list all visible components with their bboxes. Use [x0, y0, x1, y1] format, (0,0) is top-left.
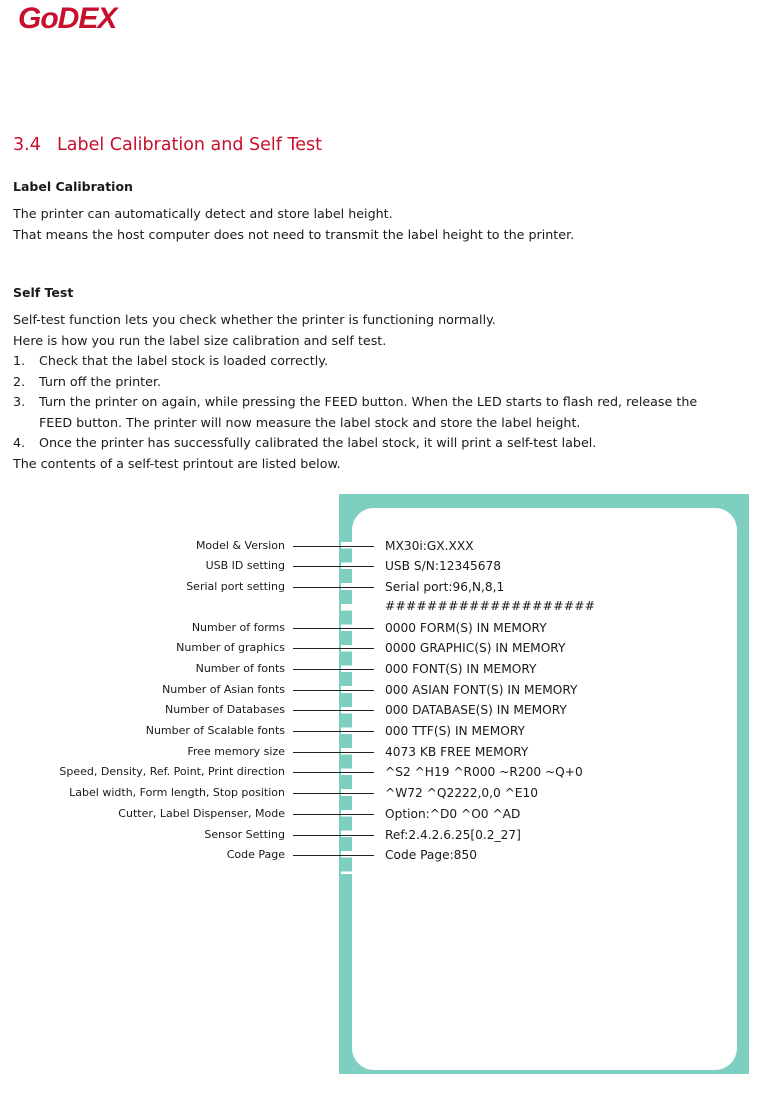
self-test-text — [13, 310, 723, 474]
godex-logo: GoDEX — [18, 2, 117, 35]
leader-line — [293, 690, 374, 691]
leader-line — [293, 814, 374, 815]
printout-row — [0, 700, 766, 720]
leader-line — [293, 566, 374, 567]
list-item — [13, 392, 723, 433]
step-number: 4. — [13, 435, 26, 450]
printout-field-label: Model & Version — [195, 539, 285, 552]
printout-field-label: Free memory size — [187, 745, 285, 758]
printout-field-label: Number of Scalable fonts — [145, 724, 285, 737]
printout-field-value: 000 DATABASE(S) IN MEMORY — [385, 703, 567, 717]
leader-line — [293, 669, 374, 670]
leader-line — [293, 546, 374, 547]
printout-row — [0, 742, 766, 762]
printout-field-value: 000 ASIAN FONT(S) IN MEMORY — [385, 683, 578, 697]
paragraph-line: Here is how you run the label size calibration and self test. — [13, 332, 387, 348]
step-text: Turn off the printer. — [39, 373, 162, 389]
list-item — [13, 433, 723, 454]
leader-line — [293, 628, 374, 629]
printout-row — [0, 783, 766, 803]
self-test-steps — [13, 351, 723, 454]
printout-field-value: Serial port:96,N,8,1 — [385, 580, 505, 594]
leader-line — [293, 731, 374, 732]
printout-row — [0, 638, 766, 658]
section-title — [13, 135, 322, 155]
printout-row — [0, 762, 766, 782]
section-title-text: Label Calibration and Self Test — [57, 135, 322, 155]
label-calibration-text — [13, 204, 574, 245]
printout-field-value: 0000 FORM(S) IN MEMORY — [385, 621, 547, 635]
printout-field-value: 000 TTF(S) IN MEMORY — [385, 724, 525, 738]
paragraph-line: The contents of a self-test printout are listed below. — [13, 455, 341, 471]
printout-row — [0, 556, 766, 576]
list-item — [13, 351, 723, 372]
printout-field-label: Code Page — [226, 848, 285, 861]
printout-field-label: Number of Asian fonts — [162, 683, 285, 696]
leader-line — [293, 835, 374, 836]
leader-line — [293, 587, 374, 588]
self-test-heading: Self Test — [13, 285, 74, 300]
label-calibration-heading: Label Calibration — [13, 179, 133, 194]
paragraph-line: Self-test function lets you check whether the printer is functioning normally. — [13, 312, 496, 327]
printout-field-value: 000 FONT(S) IN MEMORY — [385, 662, 537, 676]
printout-field-label: Number of fonts — [195, 662, 285, 675]
step-text: Check that the label stock is loaded correctly. — [39, 353, 328, 368]
step-number: 2. — [13, 373, 26, 389]
paragraph-line: The printer can automatically detect and store label height. — [13, 206, 393, 221]
printout-field-label: Cutter, Label Dispenser, Mode — [118, 807, 285, 820]
list-item — [13, 372, 723, 393]
printout-row — [0, 721, 766, 741]
section-number: 3.4 — [13, 135, 41, 155]
printout-row — [0, 577, 766, 597]
printout-field-label: Label width, Form length, Stop position — [69, 786, 285, 799]
printout-field-label: USB ID setting — [205, 559, 285, 572]
leader-line — [293, 752, 374, 753]
printout-field-label: Number of graphics — [176, 641, 285, 654]
printout-row — [0, 659, 766, 679]
printout-field-label: Number of forms — [191, 621, 285, 634]
printout-field-value: 0000 GRAPHIC(S) IN MEMORY — [385, 641, 566, 655]
printout-row — [0, 680, 766, 700]
printout-row — [0, 845, 766, 865]
printout-row — [0, 804, 766, 824]
printout-field-value: ^W72 ^Q2222,0,0 ^E10 — [385, 786, 539, 800]
printout-field-label: Serial port setting — [186, 580, 285, 593]
printout-field-value: Code Page:850 — [385, 848, 477, 862]
leader-line — [293, 793, 374, 794]
printout-field-value: USB S/N:12345678 — [385, 559, 501, 573]
step-number: 1. — [13, 353, 26, 368]
printout-row — [0, 825, 766, 845]
printout-field-label: Speed, Density, Ref. Point, Print direction — [59, 765, 285, 778]
printout-field-value: Option:^D0 ^O0 ^AD — [385, 807, 521, 821]
leader-line — [293, 648, 374, 649]
step-text: Once the printer has successfully calibrated the label stock, it will print a self-test label. — [39, 435, 597, 450]
leader-line — [293, 772, 374, 773]
printout-field-label: Sensor Setting — [204, 828, 285, 841]
leader-line — [293, 855, 374, 856]
paragraph-line: That means the host computer does not need to transmit the label height to the printer. — [13, 226, 575, 242]
printout-field-value: 4073 KB FREE MEMORY — [385, 745, 529, 759]
printout-row — [0, 618, 766, 638]
step-text: Turn the printer on again, while pressing the FEED button. When the LED starts to flash red, release the FEED button. The printer will now measure the label stock and store the label height. — [39, 394, 698, 430]
printout-field-value: Ref:2.4.2.6.25[0.2_27] — [385, 828, 521, 842]
step-number: 3. — [13, 394, 26, 409]
leader-line — [293, 710, 374, 711]
printout-field-value: MX30i:GX.XXX — [385, 539, 474, 553]
printout-row — [0, 536, 766, 556]
printout-separator: #################### — [385, 599, 596, 613]
printout-field-label: Number of Databases — [164, 703, 285, 716]
printout-field-value: ^S2 ^H19 ^R000 ~R200 ~Q+0 — [385, 765, 583, 779]
